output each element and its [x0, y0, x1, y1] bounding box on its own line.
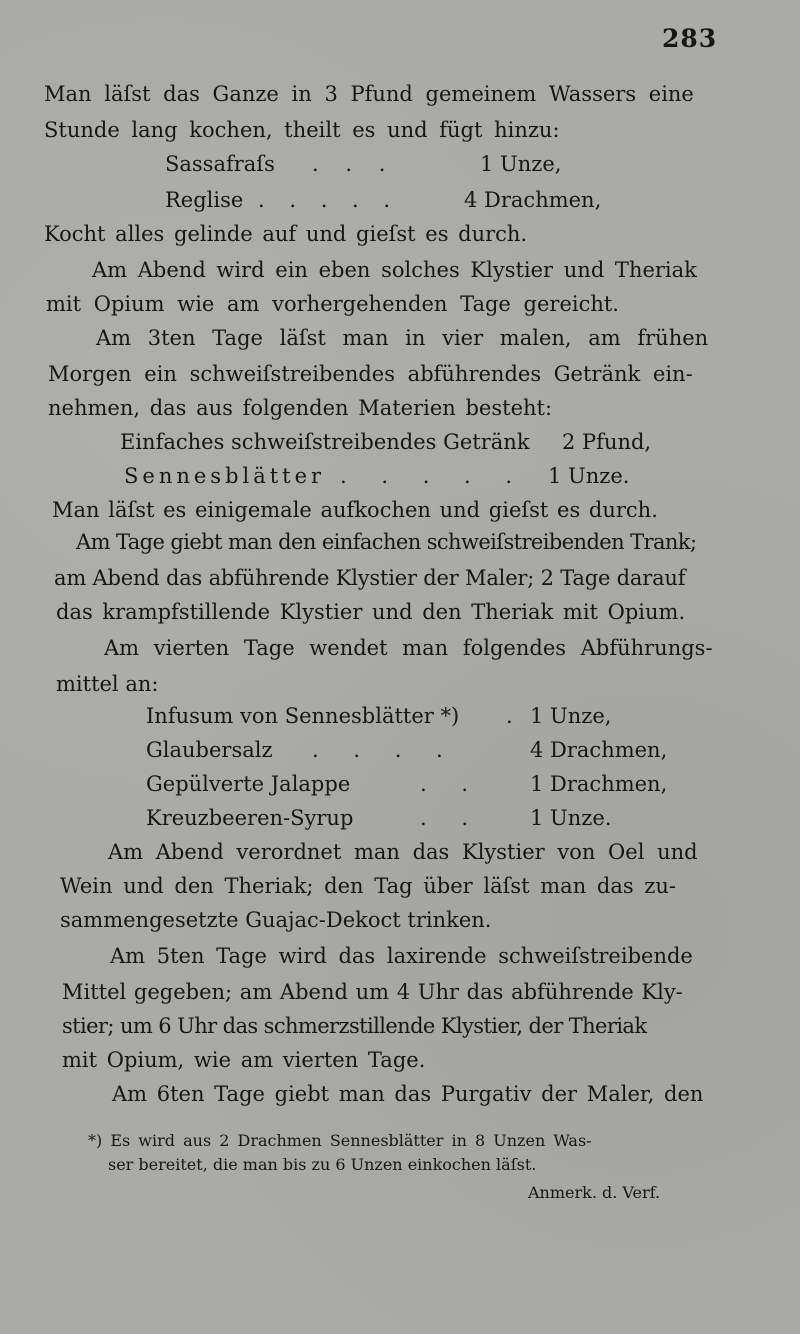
recipe-quantity: 1 Unze. [530, 806, 612, 830]
footnote-line: ser bereitet, die man bis zu 6 Unzen einkochen läſst. [108, 1155, 537, 1174]
text-line: Am Tage giebt man den einfachen schweiſstreibenden Trank; [76, 530, 697, 554]
recipe-item: Gepülverte Jalappe [146, 772, 351, 796]
recipe-dots: . . . . . [258, 188, 400, 212]
text-line: Am 5ten Tage wird das laxirende schweiſstreibende [110, 944, 693, 968]
page-number: 283 [662, 24, 718, 53]
text-line: das krampfstillende Klystier und den Theriak mit Opium. [56, 600, 686, 624]
recipe-dots: . . . . . [340, 464, 527, 488]
recipe-dots: . . . . [312, 738, 457, 762]
recipe-dots: . [506, 704, 513, 728]
text-line: Am Abend verordnet man das Klystier von Oel und [108, 840, 698, 864]
text-line: Morgen ein schweiſstreibendes abführendes Getränk ein- [48, 362, 693, 386]
footnote-signature: Anmerk. d. Verf. [528, 1183, 661, 1202]
text-line: Wein und den Theriak; den Tag über läſst man das zu- [60, 874, 676, 898]
text-line: Am 3ten Tage läſst man in vier malen, am frühen [96, 326, 709, 350]
text-line: am Abend das abführende Klystier der Maler; 2 Tage darauf [54, 566, 686, 590]
text-line: stier; um 6 Uhr das schmerzstillende Klystier, der Theriak [62, 1014, 647, 1038]
footnote-line: *) Es wird aus 2 Drachmen Sennesblätter in 8 Unzen Was- [88, 1131, 592, 1150]
text-line: Am vierten Tage wendet man folgendes Abführungs- [104, 636, 713, 660]
text-line: Kocht alles gelinde auf und gieſst es durch. [44, 222, 528, 246]
text-line: sammengesetzte Guajac-Dekoct trinken. [60, 908, 492, 932]
text-line: Am 6ten Tage giebt man das Purgativ der Maler, den [112, 1082, 704, 1106]
text-line: mittel an: [56, 672, 159, 696]
recipe-quantity: 1 Unze. [548, 464, 630, 488]
recipe-quantity: 4 Drachmen, [464, 188, 602, 212]
text-line: mit Opium wie am vorhergehenden Tage gereicht. [46, 292, 619, 316]
recipe-item: Reglise [165, 188, 244, 212]
recipe-dots: . . [420, 772, 483, 796]
recipe-item: Kreuzbeeren-Syrup [146, 806, 354, 830]
text-line: Am Abend wird ein eben solches Klystier und Theriak [92, 258, 697, 282]
recipe-dots: . . . [312, 152, 396, 176]
text-line: Mittel gegeben; am Abend um 4 Uhr das abführende Kly- [62, 980, 683, 1004]
text-line: Man läſst es einigemale aufkochen und gieſst es durch. [52, 498, 658, 522]
text-line: Man läſst das Ganze in 3 Pfund gemeinem Wassers eine [44, 82, 694, 106]
recipe-quantity: 1 Drachmen, [530, 772, 668, 796]
recipe-item: Sennesblätter [124, 464, 326, 488]
recipe-quantity: 4 Drachmen, [530, 738, 668, 762]
recipe-dots: . . [420, 806, 483, 830]
recipe-item: Infusum von Sennesblätter *) [146, 704, 460, 728]
recipe-quantity: 2 Pfund, [562, 430, 652, 454]
recipe-quantity: 1 Unze, [480, 152, 562, 176]
recipe-item: Sassafraſs [165, 152, 275, 176]
recipe-item: Glaubersalz [146, 738, 273, 762]
text-line: nehmen, das aus folgenden Materien besteht: [48, 396, 553, 420]
text-line: Stunde lang kochen, theilt es und fügt hinzu: [44, 118, 560, 142]
text-line: mit Opium, wie am vierten Tage. [62, 1048, 426, 1072]
recipe-item: Einfaches schweiſstreibendes Getränk [120, 430, 530, 454]
recipe-quantity: 1 Unze, [530, 704, 612, 728]
